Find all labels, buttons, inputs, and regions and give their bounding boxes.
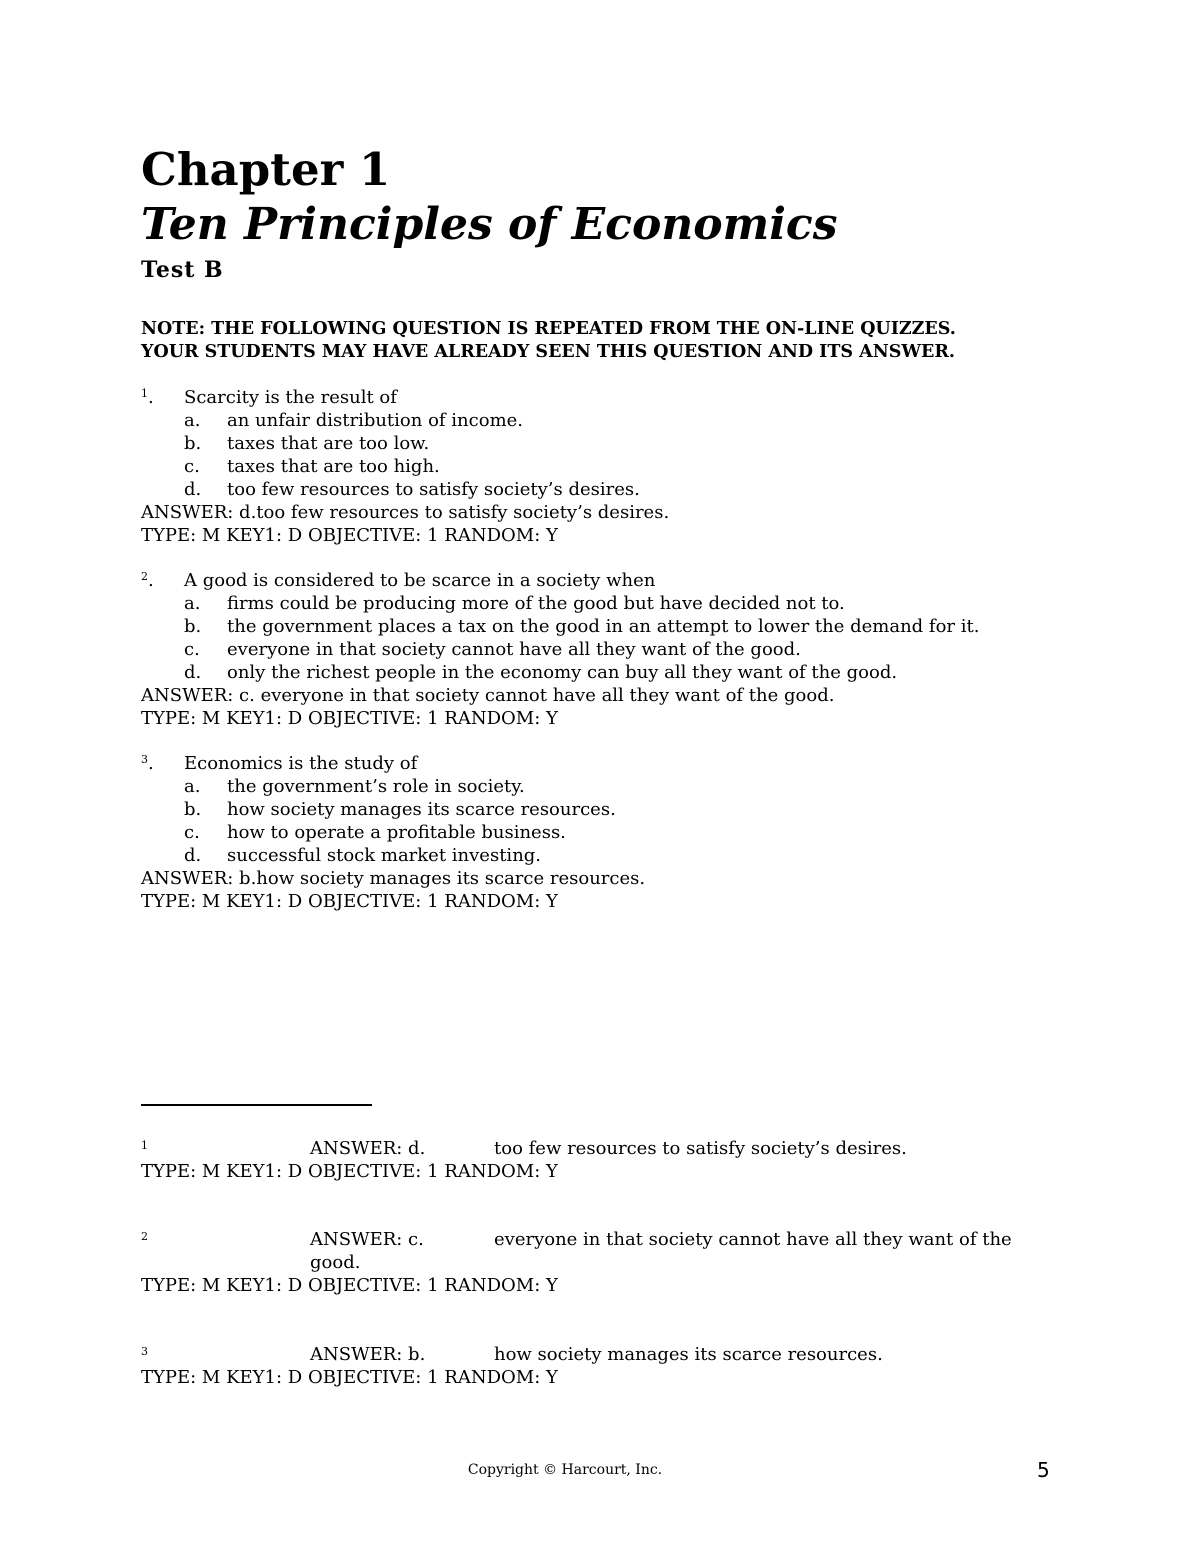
type-line: TYPE: M KEY1: D OBJECTIVE: 1 RANDOM: Y [141,525,558,546]
option-c: c. taxes that are too high. [184,456,440,477]
option-a: a. firms could be producing more of the good but have decided not to. [184,593,845,614]
footnote-answer: ANSWER: d. [310,1138,426,1159]
footnote-type: TYPE: M KEY1: D OBJECTIVE: 1 RANDOM: Y [141,1367,558,1388]
note-line-1: NOTE: THE FOLLOWING QUESTION IS REPEATED FROM THE ON-LINE QUIZZES. [141,319,956,339]
option-d: d. successful stock market investing. [184,845,542,866]
footnote-answer: ANSWER: b. [310,1344,426,1365]
test-label: Test B [141,257,224,283]
page-number: 5 [1037,1458,1050,1482]
option-b: b. taxes that are too low. [184,433,430,454]
footnote-text: too few resources to satisfy society’s desires. [494,1138,907,1159]
chapter-heading: Chapter 1 [141,143,391,196]
repeat-note [141,318,956,364]
question-1: 1 . Scarcity is the result of a. an unfair distribution of income. b. taxes that are too low. c. taxes that are too high. d. too few resources to satisfy society’s desires. ANSWER: d.too few resources to satisfy society’s desires. TYPE: M KEY1: D OBJECTIVE: 1 RANDOM: Y [141,386,1141,547]
question-stem: Economics is the study of [184,753,418,774]
option-b: b. how society manages its scarce resources. [184,799,616,820]
option-c: c. everyone in that society cannot have all they want of the good. [184,639,801,660]
question-footnote-ref[interactable]: 2 [141,570,148,583]
footnote-answer: ANSWER: c. [310,1229,424,1250]
option-a: a. an unfair distribution of income. [184,410,524,431]
option-b: b. the government places a tax on the good in an attempt to lower the demand for it. [184,616,980,637]
type-line: TYPE: M KEY1: D OBJECTIVE: 1 RANDOM: Y [141,891,558,912]
note-line-2: YOUR STUDENTS MAY HAVE ALREADY SEEN THIS QUESTION AND ITS ANSWER. [141,342,955,362]
chapter-title: Ten Principles of Economics [141,199,838,250]
question-footnote-ref[interactable]: 1 [141,387,148,400]
footnote-text-line-2: good. [310,1252,361,1273]
answer-line: ANSWER: c. everyone in that society cannot have all they want of the good. [141,685,835,706]
option-a: a. the government’s role in society. [184,776,525,797]
question-stem: Scarcity is the result of [184,387,397,408]
question-3: 3 . Economics is the study of a. the government’s role in society. b. how society manages its scarce resources. c. how to operate a profitable business. d. successful stock market investing. ANSWER: b.how society manages its scarce resources. TYPE: M KEY1: D OBJECTIVE: 1 RANDOM: Y [141,752,1141,913]
footnote-1 [141,1137,1101,1187]
question-2: 2 . A good is considered to be scarce in a society when a. firms could be producing more of the good but have decided not to. b. the government places a tax on the good in an attempt to lower the demand for it. c. everyone in that society cannot have all they want of the good. d. only the richest people in the economy can buy all they want of the good. ANSWER: c. everyone in that society cannot have all they want of the good. TYPE: M KEY1: D OBJECTIVE: 1 RANDOM: Y [141,569,1141,730]
footnote-type: TYPE: M KEY1: D OBJECTIVE: 1 RANDOM: Y [141,1161,558,1182]
copyright-notice: Copyright © Harcourt, Inc. [467,1462,663,1478]
type-line: TYPE: M KEY1: D OBJECTIVE: 1 RANDOM: Y [141,708,558,729]
option-d: d. too few resources to satisfy society’s desires. [184,479,640,500]
option-d: d. only the richest people in the economy can buy all they want of the good. [184,662,898,683]
question-footnote-ref[interactable]: 3 [141,753,148,766]
footnote-number: 1 [141,1139,148,1152]
footnote-number: 2 [141,1230,148,1243]
answer-line: ANSWER: d.too few resources to satisfy society’s desires. [141,502,670,523]
footnote-3 [141,1343,1101,1393]
footnote-separator [141,1104,372,1106]
option-c: c. how to operate a profitable business. [184,822,566,843]
footnote-number: 3 [141,1345,148,1358]
answer-line: ANSWER: b.how society manages its scarce resources. [141,868,646,889]
footnote-text-line-1: everyone in that society cannot have all they want of the [494,1229,1012,1250]
question-stem: A good is considered to be scarce in a society when [184,570,656,591]
footnote-2 [141,1228,1101,1298]
footnote-type: TYPE: M KEY1: D OBJECTIVE: 1 RANDOM: Y [141,1275,558,1296]
footnote-text: how society manages its scarce resources. [494,1344,883,1365]
